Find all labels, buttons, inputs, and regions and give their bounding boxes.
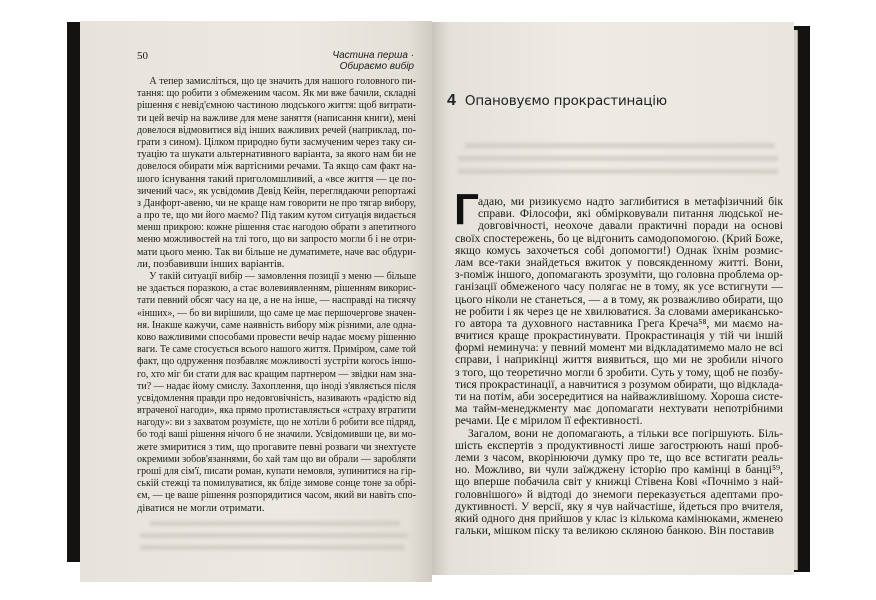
bleed-through-text (150, 521, 400, 526)
text-line: ваги. Те саме стосується всього нашого життя. Приміром, саме той (137, 344, 416, 356)
text-line: ма тайм-менеджменту має допомагати нехтувати непотрібними (455, 402, 783, 416)
text-line: ти цей вечір на важливе для мене заняття (написання книги), мені (137, 112, 417, 124)
text-line: втраченої нагоди», яка прямо протиставляється «страху втратити (137, 405, 417, 417)
text-line: якщо комусь захочеться собі допомогти!) Однак їхнім розмис- (455, 243, 783, 257)
text-line: грати з сином). Цілком природно бути засмученим через таку си- (137, 136, 417, 148)
text-line: справи. Філософи, які обмірковували питання людської не- (478, 207, 783, 221)
text-line: ли, позбавивши інших варіантів. (137, 258, 285, 270)
chapter-heading (447, 92, 667, 110)
text-line: своїх спостережень, бо це відгонить самодопомогою. (Крий Боже, (455, 231, 783, 245)
text-line: лам все-таки знайдеться вжиток у повсякденному житті. Вони, (455, 255, 783, 269)
text-line: тати певний обсяг часу на це, а не на інше, — насправді на тисячу (137, 295, 416, 307)
text-line: єм, — це ваше рішення розпорядитися часом, який ви навіть спо- (137, 490, 417, 502)
text-line: ня. Інакше кажучи, саме наявність вибору між різними, але одна- (137, 319, 416, 331)
text-line: довелося обирати між вартісними речами. Та якщо сам факт на- (137, 161, 417, 173)
text-line: рішення є невід'ємною частиною людського життя: щоб витрати- (137, 100, 417, 112)
page-stack-edge (794, 30, 798, 570)
text-line: А тепер замисліться, що це значить для нашого головного пи- (149, 76, 417, 87)
text-line: не здається поразкою, а стає волевиявленням, рішенням викорис- (137, 283, 417, 295)
text-line: тання: що робити з обмеженим часом. Як ми вже бачили, складні (137, 88, 417, 100)
bleed-through-text (140, 533, 408, 538)
text-line: довговічності, неохоче давали практичні поради на основі (478, 219, 783, 233)
text-line: ській стежці та помилуватися, як бліде зимове сонце тоне за обрі- (137, 478, 416, 490)
text-line: факт, що одруження позбавляє можливості зустріти когось іншо- (137, 356, 416, 368)
drop-cap: Г (454, 185, 479, 234)
text-line: У такій ситуації вибір — замовлення позиції з меню — більше (149, 271, 417, 282)
text-line: туацію та шукати альтернативного варіанта, за якого нам би не (137, 149, 417, 161)
text-line: жете змиритися з тим, що прогавите певні розваги чи знехтуєте (137, 441, 416, 453)
text-line: «інших», — бо ви вирішили, що саме це має першочергове значен- (137, 307, 417, 319)
running-title: Частина перша · Обираємо вибір (332, 50, 414, 72)
text-line: формі неминуча: у певний момент ми відкладатимемо мало не всі (455, 341, 783, 355)
text-line: менш прикрою: кожне рішення стає нагодою обрати з апетитного (137, 222, 417, 234)
text-line: мати цього меню. Так ви більше не думатимете, наче вас обдури- (137, 246, 416, 258)
text-line: шого існування такий приголомшливий, а «все життя — це по- (137, 173, 416, 185)
text-line: дуктивності. У версії, яку я чув найчастіше, йдеться про вчителя, (455, 499, 783, 513)
text-line: який одного дня прийшов у клас із кількома камінюками, жменею (455, 511, 783, 525)
chapter-number: 4 (447, 92, 456, 109)
bleed-through-text (465, 143, 775, 148)
text-line: меню можливостей на тлі того, що ви запросто могли б і не отри- (137, 234, 417, 246)
text-line: зичений час», як усвідомив Девід Кейн, переглядаючи репортажі (137, 185, 417, 197)
text-line: окремими зобов'язаннями, бо хай там що ви обрали — заробляти (137, 453, 417, 465)
bleed-through-text (458, 169, 778, 174)
right-page-text (455, 196, 783, 537)
text-line: нагоду»: ви з захватом розумієте, що не хотіли б робити все підряд, (137, 417, 417, 429)
text-line: тися прокрастинації, а навчитися з розумом обирати, що відклада- (455, 377, 783, 391)
text-line: го автора та духовного наставника Грега Креча⁵⁸, ми маємо на- (455, 316, 783, 330)
text-line: з-поміж іншого, допомагають зрозуміти, що головна проблема ор- (455, 268, 783, 282)
text-line: леми з часом, вкорінюючи думку про те, що все встигати реаль- (455, 450, 783, 464)
left-page-text (137, 76, 416, 515)
text-line: гальки, мішком піску та великою скляною банкою. Він поставив (455, 524, 774, 538)
text-line: ти? — надає йому смислу. Захоплення, що іноді з'являється після (137, 380, 417, 392)
text-line: гроші для сім'ї, писати роман, купати немовля, зупинитися на гір- (137, 466, 416, 477)
text-line: го, хто міг би стати для вас кращим партнером — звідки нам зна- (137, 368, 416, 380)
text-line: діватися не могли отримати. (137, 502, 265, 514)
text-line: з Данфорт-авеню, чи не краще нам говорити не про тягар вибору, (137, 197, 416, 209)
text-line: довелося відмовитися від інших важливих речей (наприклад, по- (137, 124, 417, 136)
text-line: а про те, що ми його маємо? Під таким кутом ситуація видається (137, 210, 416, 222)
text-line: Загалом, вони не допомагають, а тільки все погіршують. Біль- (468, 426, 783, 440)
text-line: з того, що теоретично могли б зробити. Суть у тому, щоб не позбу- (455, 365, 783, 379)
text-line: вчитися краще прокрастинувати. Прокрастинація у тій чи іншій (455, 329, 783, 343)
text-line: бо тоді ваші рішення нічого б не значили. Усвідомивши це, ви мо- (137, 429, 416, 441)
text-line: що вперше побачила світ у книжці Стівена Кові «Почнімо з най- (455, 475, 783, 489)
text-line: но. Можливо, ви чули заїжджену історію про камінці в банці⁵⁹, (455, 463, 783, 477)
text-line: справи, і наприкінці життя виявиться, що ми не зробили нічого (455, 353, 783, 367)
bleed-through-text (140, 545, 405, 550)
text-line: шість експертів з продуктивності лише загострюють наші проб- (455, 438, 783, 452)
text-line: головнішого» й відтоді до знемоги переказується адептами про- (455, 487, 783, 501)
chapter-title: Опановуємо прокрастинацію (464, 93, 667, 109)
text-line: не робити і як через це не хвилюватися. За словами американсько- (455, 304, 783, 318)
text-line: ково важливими способами провести вечір надає моєму рішенню (137, 331, 416, 343)
text-line: адаю, ми ризикуємо надто заглибитися в метафізичний бік (478, 195, 783, 208)
text-line: ти на потім, аби зосередитися на найважливішому. Хороша систе- (455, 390, 783, 403)
text-line: усвідомлення правди про недовговічність, називають «радістю від (137, 392, 416, 404)
text-line: цього ніколи не станеться, — а в тому, як розважливо обирати, що (455, 292, 783, 306)
text-line: речами. Це є мірилом її ефективності. (455, 414, 643, 428)
bleed-through-text (458, 156, 778, 161)
page-number: 50 (137, 50, 148, 62)
text-line: ганізації обмеженого часу полягає не в тому, як усе встигнути — (455, 280, 783, 294)
